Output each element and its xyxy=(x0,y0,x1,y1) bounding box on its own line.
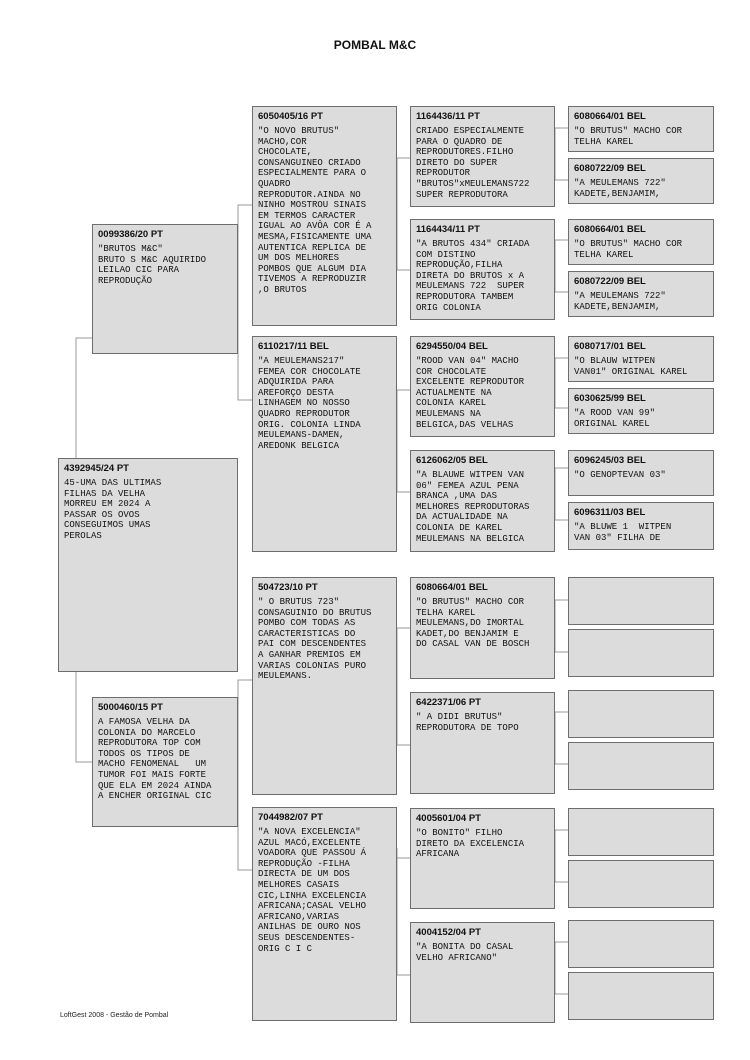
ring-number: 6096245/03 BEL xyxy=(574,455,646,466)
sire-card[interactable] xyxy=(92,224,238,354)
ring-number: 6080717/01 BEL xyxy=(574,341,646,352)
pigeon-description: "O BRUTUS" MACHO COR TELHA KAREL MEULEMANS,DO IMORTAL KADET,DO BENJAMIM E DO CASAL VAN DE BOSCH xyxy=(416,597,530,650)
ring-number: 5000460/15 PT xyxy=(98,702,163,713)
ring-number: 6080664/01 BEL xyxy=(574,224,646,235)
pigeon-description: A FAMOSA VELHA DA COLONIA DO MARCELO REPRODUTORA TOP COM TODOS OS TIPOS DE MACHO FENOMENAL UM TUMOR FOI MAIS FORTE QUE ELA EM 2024 AINDA A ENCHER ORIGINAL CIC xyxy=(98,717,212,802)
pigeon-description: "A NOVA EXCELENCIA" AZUL MACÓ,EXCELENTE VOADORA QUE PASSOU Á REPRODUÇÃO -FILHA DIRECTA DE UM DOS MELHORES CASAIS CIC,LINHA EXCELENCIA AFRICANA;CASAL VELHO AFRICANO,VARIAS ANILHAS DE OURO NOS SEUS DESCENDENTES- ORIG C I C xyxy=(258,827,367,954)
sire-dam-card[interactable] xyxy=(252,336,397,552)
gen5-card-empty[interactable] xyxy=(568,577,714,625)
pigeon-description: 45-UMA DAS ULTIMAS FILHAS DA VELHA MORREU EM 2024 A PASSAR OS OVOS CONSEGUIMOS UMAS PEROLAS xyxy=(64,478,162,541)
pigeon-description: "BRUTOS M&C" BRUTO S M&C AQUIRIDO LEILAO CIC PARA REPRODUÇÃO xyxy=(98,244,207,286)
ring-number: 6050405/16 PT xyxy=(258,111,323,122)
ring-number: 6110217/11 BEL xyxy=(258,341,329,352)
gen4-card[interactable] xyxy=(410,106,555,207)
ring-number: 1164434/11 PT xyxy=(416,224,480,235)
pigeon-description: "A BRUTOS 434" CRIADA COM DISTINO REPRODUÇÃO,FILHA DIRETA DO BRUTOS x A MEULEMANS 722 SUPER REPRODUTORA TAMBEM ORIG COLONIA xyxy=(416,239,530,313)
pigeon-description: "O BONITO" FILHO DIRETO DA EXCELENCIA AFRICANA xyxy=(416,828,525,860)
ring-number: 4392945/24 PT xyxy=(64,463,129,474)
ring-number: 6422371/06 PT xyxy=(416,697,481,708)
gen4-card[interactable] xyxy=(410,922,555,1023)
pigeon-description: "A BLAUWE WITPEN VAN 06" FEMEA AZUL PENA BRANCA ,UMA DAS MELHORES REPRODUTORAS DA ACTUALIDADE NA COLONIA DE KAREL MEULEMANS NA BELGICA xyxy=(416,470,530,544)
gen5-card-empty[interactable] xyxy=(568,920,714,968)
ring-number: 504723/10 PT xyxy=(258,582,318,593)
pigeon-description: "O GENOPTEVAN 03" xyxy=(574,470,666,480)
ring-number: 6080664/01 BEL xyxy=(574,111,646,122)
gen5-card[interactable] xyxy=(568,271,714,317)
ring-number: 1164436/11 PT xyxy=(416,111,480,122)
pigeon-description: " O BRUTUS 723" CONSAGUINIO DO BRUTUS POMBO COM TODAS AS CARACTERISTICAS DO PAI COM DESCENDENTES A GANHAR PREMIOS EM VARIAS COLONIAS PURO MEULEMANS. xyxy=(258,597,372,682)
ring-number: 4004152/04 PT xyxy=(416,927,481,938)
gen4-card[interactable] xyxy=(410,692,555,794)
pigeon-description: "A ROOD VAN 99" ORIGINAL KAREL xyxy=(574,408,656,429)
gen5-card-empty[interactable] xyxy=(568,860,714,908)
gen4-card[interactable] xyxy=(410,808,555,909)
gen4-card[interactable] xyxy=(410,450,555,552)
gen5-card-empty[interactable] xyxy=(568,629,714,677)
pigeon-description: "O BRUTUS" MACHO COR TELHA KAREL xyxy=(574,126,683,147)
gen5-card[interactable] xyxy=(568,106,714,152)
gen5-card[interactable] xyxy=(568,219,714,265)
gen4-card[interactable] xyxy=(410,577,555,679)
gen4-card[interactable] xyxy=(410,336,555,437)
gen5-card[interactable] xyxy=(568,336,714,382)
gen5-card[interactable] xyxy=(568,158,714,204)
gen5-card[interactable] xyxy=(568,502,714,550)
ring-number: 6126062/05 BEL xyxy=(416,455,488,466)
pigeon-description: "A MEULEMANS 722" KADETE,BENJAMIM, xyxy=(574,178,666,199)
dam-dam-card[interactable] xyxy=(252,807,397,1021)
gen5-card[interactable] xyxy=(568,388,714,434)
ring-number: 6294550/04 BEL xyxy=(416,341,488,352)
ring-number: 6080722/09 BEL xyxy=(574,276,646,287)
gen4-card[interactable] xyxy=(410,219,555,320)
pigeon-description: "O BRUTUS" MACHO COR TELHA KAREL xyxy=(574,239,683,260)
dam-sire-card[interactable] xyxy=(252,577,397,795)
gen5-card-empty[interactable] xyxy=(568,808,714,856)
pigeon-description: "A MEULEMANS 722" KADETE,BENJAMIM, xyxy=(574,291,666,312)
gen5-card-empty[interactable] xyxy=(568,690,714,738)
pigeon-description: " A DIDI BRUTUS" REPRODUTORA DE TOPO xyxy=(416,712,519,733)
ring-number: 6030625/99 BEL xyxy=(574,393,646,404)
ring-number: 0099386/20 PT xyxy=(98,229,163,240)
pigeon-description: "A BLUWE 1 WITPEN VAN 03" FILHA DE xyxy=(574,522,672,543)
subject-pigeon-card[interactable] xyxy=(58,458,238,672)
footer-credit: LoftGest 2008 - Gestão de Pombal xyxy=(60,1012,169,1019)
gen5-card[interactable] xyxy=(568,450,714,496)
ring-number: 4005601/04 PT xyxy=(416,813,481,824)
gen5-card-empty[interactable] xyxy=(568,742,714,790)
dam-card[interactable] xyxy=(92,697,238,827)
ring-number: 7044982/07 PT xyxy=(258,812,323,823)
gen5-card-empty[interactable] xyxy=(568,972,714,1020)
pigeon-description: "A MEULEMANS217" FEMEA COR CHOCOLATE ADQUIRIDA PARA AREFORÇO DESTA LINHAGEM NO NOSSO QUADRO REPRODUTOR ORIG. COLONIA LINDA MEULEMANS-DAMEN, AREDONK BELGICA xyxy=(258,356,361,451)
page-title: POMBAL M&C xyxy=(333,38,417,52)
pigeon-description: "O BLAUW WITPEN VAN01" ORIGINAL KAREL xyxy=(574,356,688,377)
pigeon-description: CRIADO ESPECIALMENTE PARA O QUADRO DE REPRODUTORES.FILHO DIRETO DO SUPER REPRODUTOR "BRUTOS"xMEULEMANS722 SUPER REPRODUTORA xyxy=(416,126,530,200)
sire-sire-card[interactable] xyxy=(252,106,397,326)
ring-number: 6080722/09 BEL xyxy=(574,163,646,174)
pigeon-description: "ROOD VAN 04" MACHO COR CHOCOLATE EXCELENTE REPRODUTOR ACTUALMENTE NA COLONIA KAREL MEULEMANS NA BELGICA,DAS VELHAS xyxy=(416,356,525,430)
ring-number: 6080664/01 BEL xyxy=(416,582,488,593)
pigeon-description: "A BONITA DO CASAL VELHO AFRICANO" xyxy=(416,942,514,963)
pigeon-description: "O NOVO BRUTUS" MACHO,COR CHOCOLATE, CONSANGUINEO CRIADO ESPECIALMENTE PARA O QUADRO REPRODUTOR.AINDA NO NINHO MOSTROU SINAIS EM TERMOS CARACTER IGUAL AO AVÔA COR É A MESMA,FISICAMENTE UMA AUTENTICA REPLICA DE UM DOS MELHORES POMBOS QUE ALGUM DIA TIVEMOS A REPRODUZIR ,O BRUTOS xyxy=(258,126,372,295)
ring-number: 6096311/03 BEL xyxy=(574,507,646,518)
